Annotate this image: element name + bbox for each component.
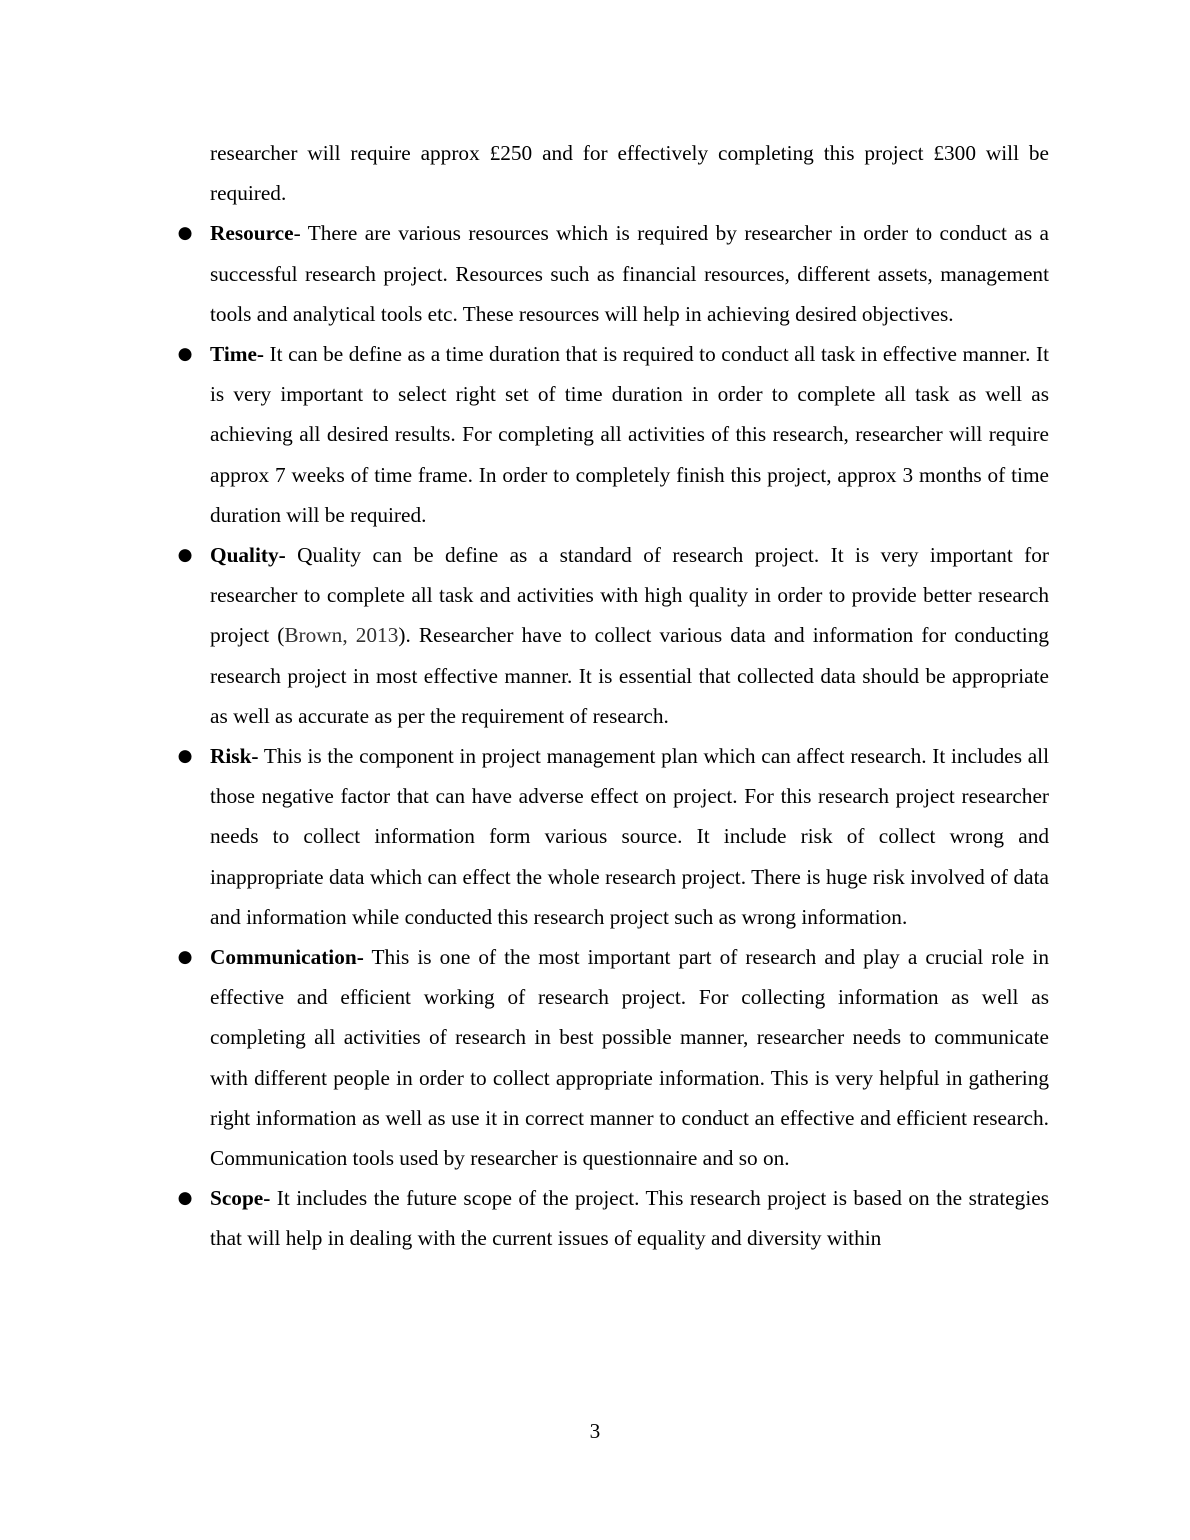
text-risk: This is the component in project management plan which can affect research. It includes all those negative factor that can have adverse effect on project. For this research project researcher needs to collect information form various source. It include risk of collect wrong and inappropriate data which can effect the whole research project. There is huge risk involved of data and information while conducted this research project such as wrong information.	[210, 744, 1049, 929]
bullet-icon: ●	[177, 746, 193, 767]
bullet-item-scope	[177, 1178, 1049, 1258]
bullet-list	[177, 213, 1049, 1258]
bullet-icon: ●	[177, 223, 193, 244]
term-resource: Resource	[210, 221, 294, 246]
term-risk: Risk-	[210, 744, 259, 769]
bullet-item-communication	[177, 937, 1049, 1178]
page-number: 3	[589, 1419, 601, 1443]
text-resource: There are various resources which is required by researcher in order to conduct as a successful research project. Resources such as financial resources, different assets, management tools and analytical tools etc. These resources will help in achieving desired objectives.	[210, 221, 1049, 326]
bullet-item-resource	[177, 213, 1049, 334]
bullet-item-time	[177, 334, 1049, 535]
bullet-icon: ●	[177, 344, 193, 365]
intro-paragraph: researcher will require approx £250 and for effectively completing this project £300 will be required.	[210, 141, 1049, 206]
bullet-item-quality	[177, 535, 1049, 736]
page-body	[177, 133, 1049, 1259]
citation-brown-2013: Brown, 2013	[284, 623, 399, 648]
term-scope: Scope-	[210, 1186, 271, 1211]
term-communication: Communication-	[210, 945, 364, 970]
term-time: Time-	[210, 342, 265, 367]
text-quality-after: ). Researcher have to collect various data and information for conducting research project in most effective manner. It is essential that collected data should be appropriate as well as accurate as per the requirement of research.	[210, 623, 1049, 728]
bullet-item-risk	[177, 736, 1049, 937]
term-quality: Quality-	[210, 543, 286, 568]
text-time: It can be define as a time duration that is required to conduct all task in effective manner. It is very important to select right set of time duration in order to complete all task as well as achieving all desired results. For completing all activities of this research, researcher will require approx 7 weeks of time frame. In order to completely finish this project, approx 3 months of time duration will be required.	[210, 342, 1049, 527]
bullet-icon: ●	[177, 545, 193, 566]
text-communication: This is one of the most important part of research and play a crucial role in effective and efficient working of research project. For collecting information as well as completing all activities of research in best possible manner, researcher needs to communicate with different people in order to collect appropriate information. This is very helpful in gathering right information as well as use it in correct manner to conduct an effective and efficient research. Communication tools used by researcher is questionnaire and so on.	[210, 945, 1049, 1171]
text-quality-before: Quality can be define as a standard of research project. It is very important for researcher to complete all task and activities with high quality in order to provide better research project (	[210, 543, 1049, 648]
bullet-icon: ●	[177, 1188, 193, 1209]
text-scope: It includes the future scope of the project. This research project is based on the strategies that will help in dealing with the current issues of equality and diversity within	[210, 1186, 1049, 1251]
bullet-icon: ●	[177, 947, 193, 968]
term-resource-dash: -	[293, 221, 301, 246]
